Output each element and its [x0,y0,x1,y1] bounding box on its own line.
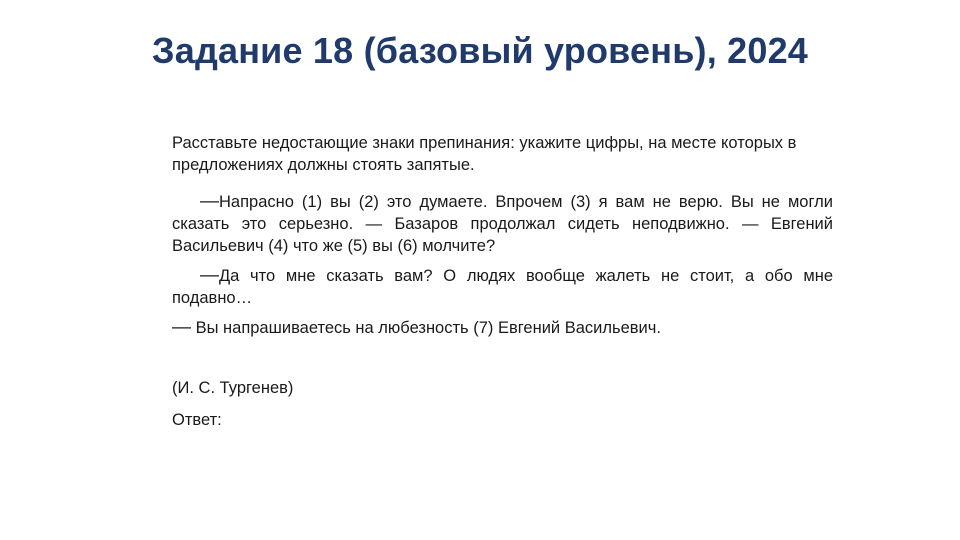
dialogue-dash: — [172,317,191,338]
dialogue-line-3 [172,317,833,339]
task-instruction: Расставьте недостающие знаки препинания: укажите цифры, на месте которых в предложениях должны стоять запятые. [172,134,797,174]
dialogue-text: Вы напрашиваетесь на любезность (7) Евгений Васильевич. [191,319,661,337]
task-body [172,132,833,431]
page-title: Задание 18 (базовый уровень), 2024 [151,30,809,71]
dialogue-text: Да что мне сказать вам? О людях вообще жалеть не стоит, а обо мне подавно… [172,267,833,307]
dialogue-dash: — [200,265,219,286]
source-attribution: (И. С. Тургенев) [172,379,294,397]
answer-label: Ответ: [172,411,222,429]
dialogue-dash: — [200,191,219,212]
dialogue-line-1 [172,191,833,257]
dialogue-text: Напрасно (1) вы (2) это думаете. Впрочем (3) я вам не верю. Вы не могли сказать это серьезно. — Базаров продолжал сидеть неподвижно. — Евгений Васильевич (4) что же (5) вы (6) молчите? [172,193,833,255]
dialogue-line-2 [172,265,833,309]
